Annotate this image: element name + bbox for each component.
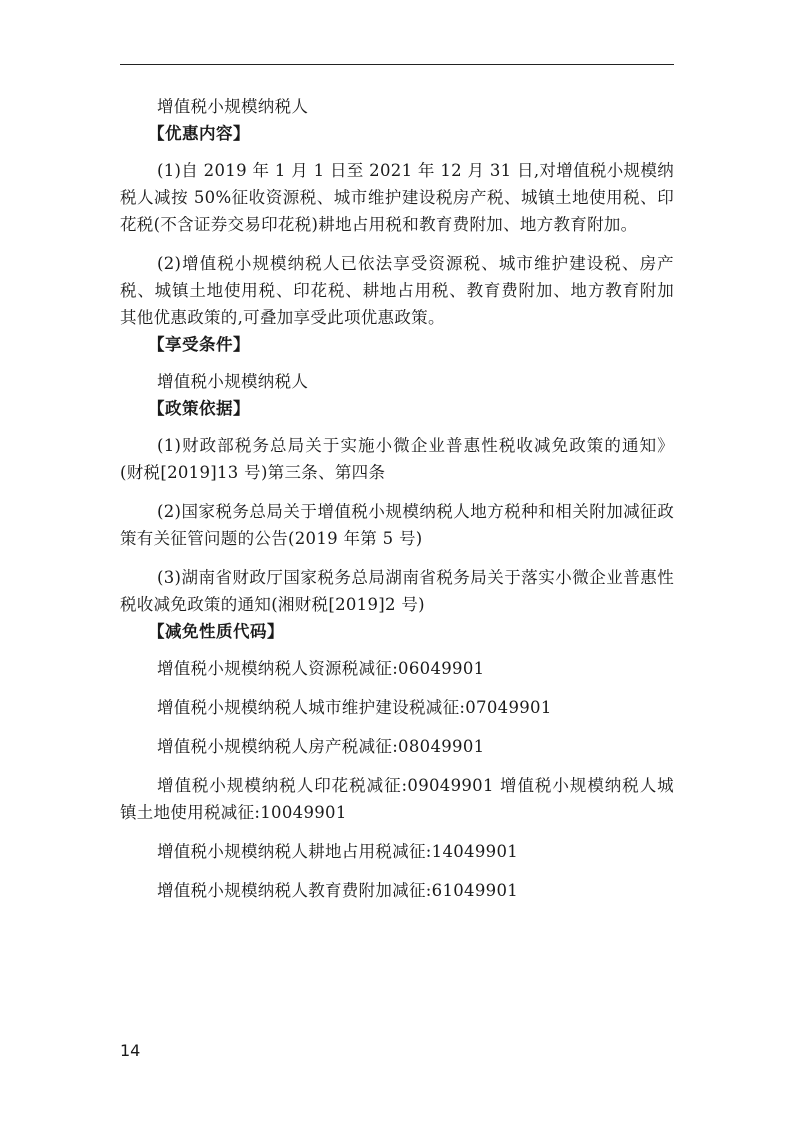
basis-heading: 【政策依据】 [148, 399, 250, 418]
code-line-2: 增值税小规模纳税人城市维护建设税减征:07049901 [157, 698, 552, 717]
code-line-6: 增值税小规模纳税人教育费附加减征:61049901 [157, 881, 519, 900]
page-number: 14 [120, 1041, 141, 1060]
basis-paragraph-3: (3)湖南省财政厅国家税务总局湖南省税务局关于落实小微企业普惠性税收减免政策的通知(湘财税[2019]2 号) [120, 568, 674, 614]
condition-heading: 【享受条件】 [148, 335, 250, 354]
basis-paragraph-2: (2)国家税务总局关于增值税小规模纳税人地方税种和相关附加减征政策有关征管问题的公告(2019 年第 5 号) [120, 502, 674, 548]
benefit-paragraph-2: (2)增值税小规模纳税人已依法享受资源税、城市维护建设税、房产税、城镇土地使用税、印花税、耕地占用税、教育费附加、地方教育附加其他优惠政策的,可叠加享受此项优惠政策。 [120, 254, 674, 327]
header-rule [120, 64, 674, 65]
condition-paragraph: 增值税小规模纳税人 [157, 372, 309, 391]
codes-heading: 【减免性质代码】 [148, 622, 284, 641]
code-line-5: 增值税小规模纳税人耕地占用税减征:14049901 [157, 842, 519, 861]
code-line-3: 增值税小规模纳税人房产税减征:08049901 [157, 737, 485, 756]
code-line-1: 增值税小规模纳税人资源税减征:06049901 [157, 659, 485, 678]
document-body [120, 93, 674, 904]
benefit-paragraph-1: (1)自 2019 年 1 月 1 日至 2021 年 12 月 31 日,对增值税小规模纳税人减按 50%征收资源税、城市维护建设税房产税、城镇土地使用税、印花税(不含证券交易印花税)耕地占用税和教育费附加、地方教育附加。 [120, 161, 674, 234]
code-line-4: 增值税小规模纳税人印花税减征:09049901 增值税小规模纳税人城镇土地使用税减征:10049901 [120, 776, 674, 822]
benefit-heading: 【优惠内容】 [148, 124, 250, 143]
basis-paragraph-1: (1)财政部税务总局关于实施小微企业普惠性税收减免政策的通知》(财税[2019]13 号)第三条、第四条 [120, 436, 674, 482]
intro-paragraph: 增值税小规模纳税人 [157, 97, 309, 116]
